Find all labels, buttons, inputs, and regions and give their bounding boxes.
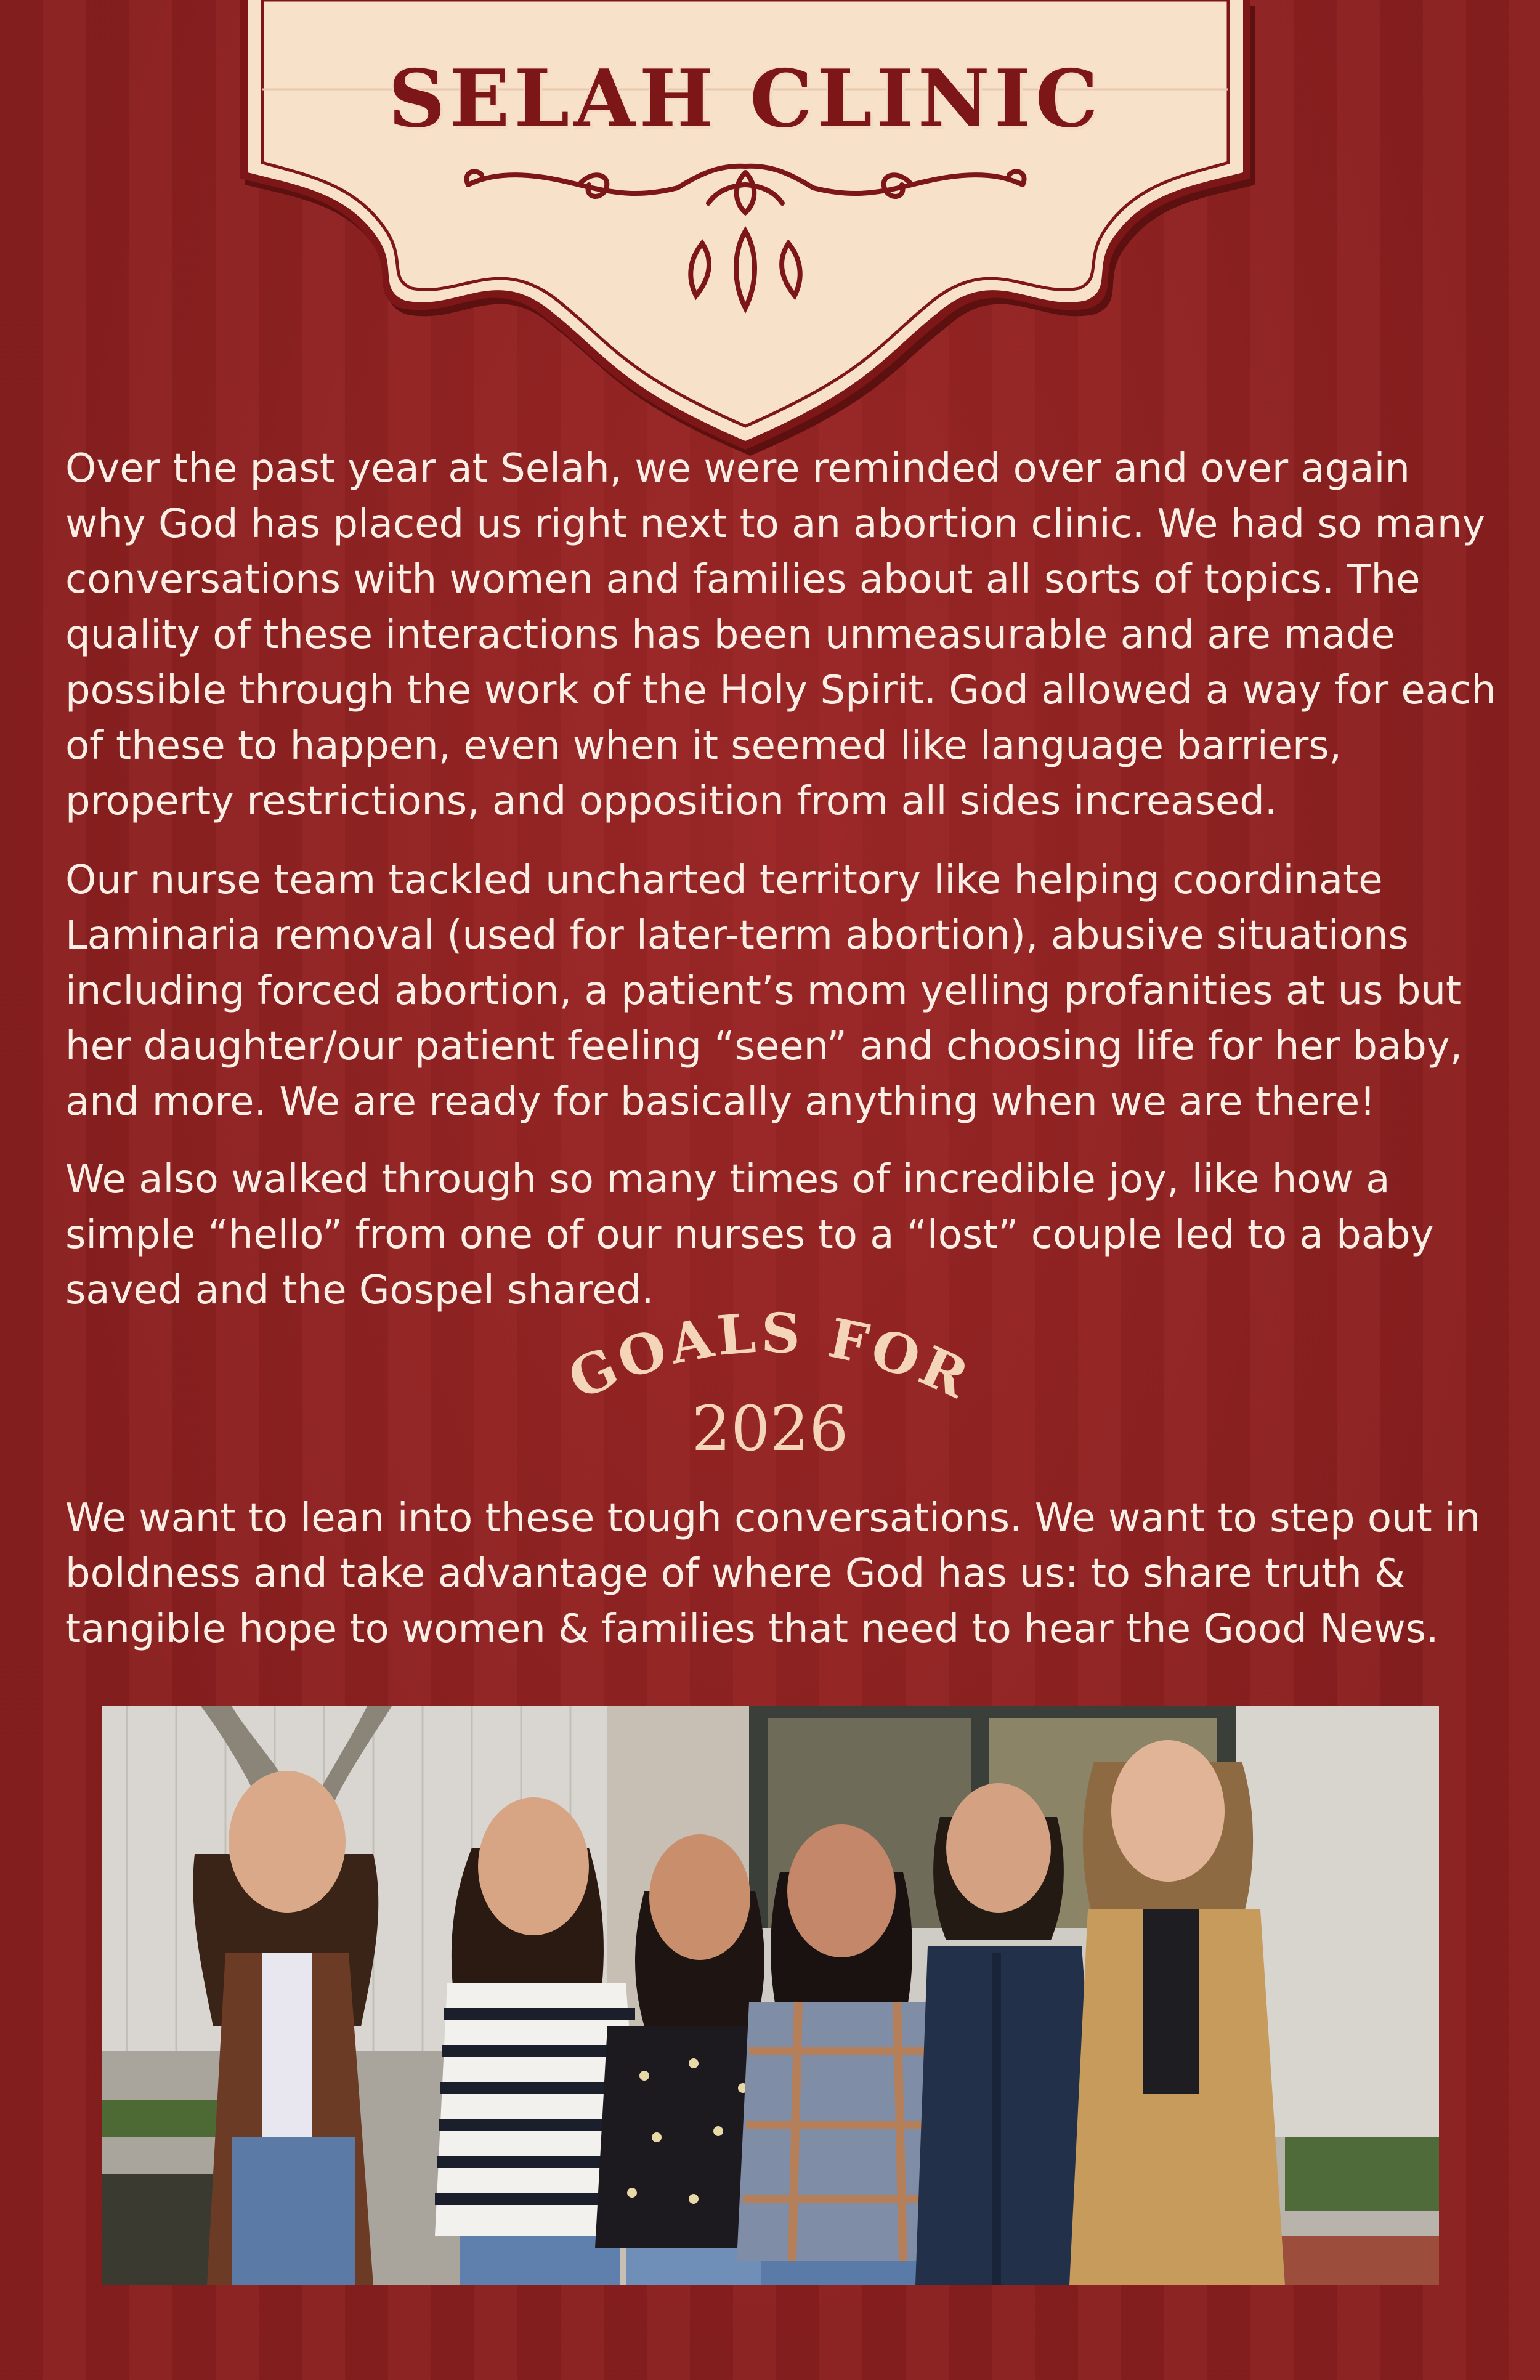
goals-heading-text: GOALS FOR xyxy=(559,1300,981,1411)
page-title: SELAH CLINIC xyxy=(388,53,1103,145)
goals-paragraph: We want to lean into these tough conversations. We want to step out in boldness and take advantage of where God has us: to share truth & tangible hope to women & families that need to hear the Good News. xyxy=(65,1496,1481,1652)
body-paragraph: We also walked through so many times of incredible joy, like how a simple “hello” from one of our nurses to a “lost” couple led to a baby saved and the Gospel shared. xyxy=(65,1157,1434,1313)
team-photo xyxy=(102,1706,1439,2285)
body-paragraph: Over the past year at Selah, we were reminded over and over again why God has placed us right next to an abortion clinic. We had so many conversations with women and families about all sorts of topics. The quality of these interactions has been unmeasurable and are made possible through the work of the Holy Spirit. God allowed a way for each of these to happen, even when it seemed like language barriers, property restrictions, and opposition from all sides increased. xyxy=(65,446,1496,824)
body-paragraph: Our nurse team tackled uncharted territory like helping coordinate Laminaria removal (used for later-term abortion), abusive situations including forced abortion, a patient’s mom yelling profanities at us but her daughter/our patient feeling “seen” and choosing life for her baby, and more. We are ready for basically anything when we are there! xyxy=(65,857,1463,1125)
goals-year: 2026 xyxy=(691,1393,849,1465)
